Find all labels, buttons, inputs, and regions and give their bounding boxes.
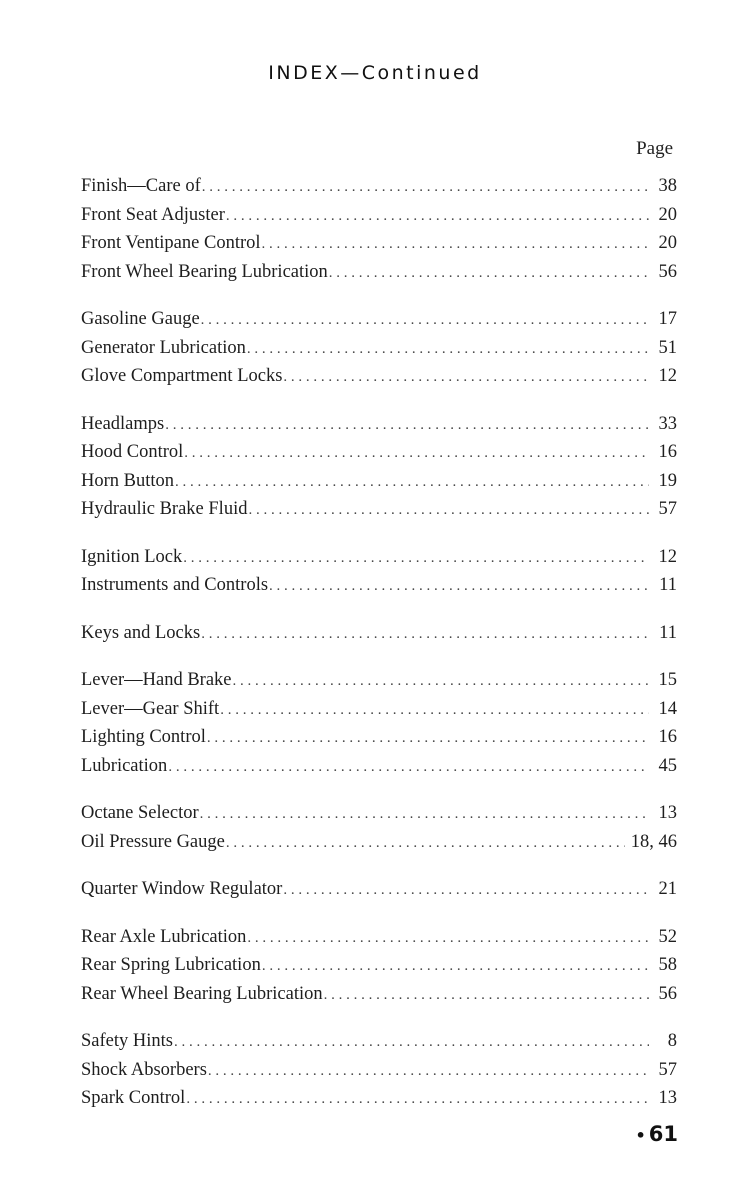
- index-group-s: [81, 1027, 677, 1113]
- dot-leader: [202, 173, 649, 202]
- dot-leader: [186, 1085, 649, 1114]
- entry-page-number: 58: [658, 955, 677, 975]
- dot-leader: [168, 753, 649, 782]
- entry-label: Instruments and Controls: [81, 575, 269, 595]
- entry-label: Generator Lubrication: [81, 337, 246, 358]
- dot-leader: [226, 829, 625, 858]
- index-group-h: [81, 410, 677, 524]
- entry-label: Lever—Gear Shift: [81, 698, 220, 719]
- index-entry: [81, 229, 677, 258]
- index-entry: [81, 799, 677, 828]
- entry-label: Lighting Control: [81, 727, 206, 747]
- entry-label: Glove Compartment Locks: [81, 366, 283, 386]
- entry-page-number: 14: [658, 698, 677, 719]
- index-entry: [81, 875, 677, 904]
- entry-page-number: 57: [658, 1059, 677, 1080]
- index-entry: [81, 334, 677, 363]
- entry-label: Gasoline Gauge: [81, 309, 200, 329]
- index-entry: [81, 571, 677, 600]
- entry-page-number: 16: [658, 442, 677, 462]
- index-entry: [81, 467, 677, 496]
- entry-page-number: 51: [658, 337, 677, 358]
- entry-page-number: 45: [658, 755, 677, 776]
- dot-leader: [201, 306, 649, 335]
- entry-page-number: 19: [658, 470, 677, 491]
- entry-page-number: 12: [658, 366, 677, 386]
- index-entry: [81, 752, 677, 781]
- entry-page-number: 13: [658, 803, 677, 823]
- dot-leader: [207, 724, 649, 753]
- entry-page-number: 15: [658, 670, 677, 690]
- index-entry: [81, 172, 677, 201]
- dot-leader: [175, 468, 649, 497]
- dot-leader: [220, 696, 649, 725]
- dot-leader: [174, 1028, 649, 1057]
- entry-label: Horn Button: [81, 470, 175, 491]
- entry-label: Oil Pressure Gauge: [81, 831, 225, 852]
- dot-leader: [183, 544, 649, 573]
- index-group-q: [81, 875, 677, 904]
- entry-page-number: 33: [658, 413, 677, 434]
- entry-page-number: 38: [658, 176, 677, 196]
- page-number: 61: [648, 1122, 678, 1146]
- entry-page-number: 11: [659, 622, 677, 643]
- index-group-l: [81, 666, 677, 780]
- dot-leader: [226, 202, 649, 231]
- dot-leader: [283, 363, 649, 392]
- dot-leader: [269, 572, 649, 601]
- entry-label: Keys and Locks: [81, 622, 201, 643]
- entry-label: Safety Hints: [81, 1031, 173, 1051]
- index-entry: [81, 619, 677, 648]
- index-entry: [81, 305, 677, 334]
- index-entry: [81, 1056, 677, 1085]
- entry-label: Lever—Hand Brake: [81, 670, 232, 690]
- dot-leader: [200, 800, 649, 829]
- index-entry: [81, 695, 677, 724]
- index-entry: [81, 666, 677, 695]
- index-entry: [81, 201, 677, 230]
- entry-page-number: 52: [658, 926, 677, 947]
- entry-label: Rear Spring Lubrication: [81, 955, 261, 975]
- dot-leader: [248, 496, 649, 525]
- index-group-i: [81, 543, 677, 600]
- entry-label: Shock Absorbers: [81, 1059, 207, 1080]
- entry-label: Rear Axle Lubrication: [81, 926, 247, 947]
- dot-leader: [233, 667, 649, 696]
- entry-page-number: 56: [658, 261, 677, 282]
- entry-page-number: 20: [658, 204, 677, 225]
- index-entry: [81, 258, 677, 287]
- index-entry: [81, 438, 677, 467]
- entry-label: Hood Control: [81, 442, 184, 462]
- index-entry: [81, 980, 677, 1009]
- dot-leader: [184, 439, 649, 468]
- dot-leader: [165, 411, 649, 440]
- entry-label: Front Ventipane Control: [81, 233, 261, 253]
- page-title: INDEX—Continued: [268, 62, 482, 84]
- entry-label: Lubrication: [81, 755, 168, 776]
- index-entry: [81, 410, 677, 439]
- index-entry: [81, 1084, 677, 1113]
- index-entry: [81, 543, 677, 572]
- index-entry: [81, 723, 677, 752]
- index-entry: [81, 951, 677, 980]
- entry-label: Finish—Care of: [81, 176, 201, 196]
- entry-label: Hydraulic Brake Fluid: [81, 499, 248, 519]
- entry-label: Front Seat Adjuster: [81, 204, 225, 225]
- entry-label: Ignition Lock: [81, 546, 183, 567]
- entry-page-number: 21: [658, 879, 677, 899]
- dot-leader: [324, 981, 649, 1010]
- dot-leader: [262, 952, 649, 981]
- entry-page-number: 20: [658, 233, 677, 253]
- index-group-g: [81, 305, 677, 391]
- index-entry: [81, 362, 677, 391]
- dot-leader: [247, 924, 649, 953]
- entry-label: Quarter Window Regulator: [81, 879, 283, 899]
- index-group-k: [81, 619, 677, 648]
- dot-leader: [262, 230, 649, 259]
- entry-page-number: 16: [658, 727, 677, 747]
- entry-page-number: 12: [658, 546, 677, 567]
- dot-leader: [283, 876, 649, 905]
- dot-leader: [329, 259, 649, 288]
- index-group-r: [81, 923, 677, 1009]
- entry-page-number: 56: [658, 983, 677, 1004]
- index-list: [81, 172, 677, 1132]
- index-entry: [81, 1027, 677, 1056]
- dot-leader: [201, 620, 649, 649]
- dot-leader: [208, 1057, 649, 1086]
- index-entry: [81, 495, 677, 524]
- entry-page-number: 18, 46: [630, 831, 677, 852]
- entry-page-number: 13: [658, 1088, 677, 1108]
- entry-label: Spark Control: [81, 1088, 186, 1108]
- index-entry: [81, 828, 677, 857]
- index-entry: [81, 923, 677, 952]
- entry-page-number: 57: [658, 499, 677, 519]
- entry-label: Headlamps: [81, 413, 165, 434]
- entry-page-number: 8: [667, 1031, 677, 1051]
- index-group-o: [81, 799, 677, 856]
- page-column-label: Page: [636, 138, 673, 159]
- page-folio: [636, 1122, 678, 1146]
- dot-leader: [247, 335, 649, 364]
- entry-label: Octane Selector: [81, 803, 199, 823]
- entry-label: Front Wheel Bearing Lubrication: [81, 261, 328, 282]
- index-group-f: [81, 172, 677, 286]
- entry-page-number: 11: [659, 575, 677, 595]
- entry-page-number: 17: [658, 309, 677, 329]
- entry-label: Rear Wheel Bearing Lubrication: [81, 983, 323, 1004]
- bullet-icon: •: [635, 1126, 646, 1145]
